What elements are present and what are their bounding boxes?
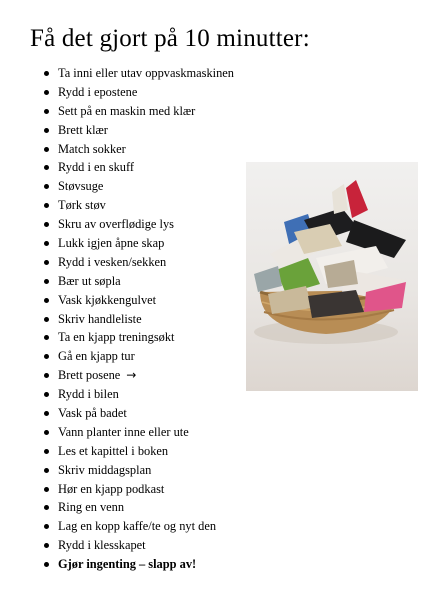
list-item-text: Hør en kjapp podkast — [58, 481, 165, 496]
bullet-icon — [44, 165, 49, 170]
list-item — [41, 404, 234, 423]
task-list — [41, 64, 234, 574]
list-item-text: Gjør ingenting – slapp av! — [58, 557, 197, 572]
bullet-icon — [44, 90, 49, 95]
list-item — [41, 328, 234, 347]
list-item — [41, 140, 234, 159]
list-item — [41, 461, 234, 480]
list-item-text: Vann planter inne eller ute — [58, 424, 189, 439]
list-item — [41, 83, 234, 102]
list-item-text: Rydd i vesken/sekken — [58, 254, 167, 269]
list-item — [41, 517, 234, 536]
list-item-text: Ta inni eller utav oppvaskmaskinen — [58, 66, 234, 80]
bullet-icon — [44, 354, 49, 359]
bullet-icon — [44, 524, 49, 529]
list-item — [41, 498, 234, 517]
basket-illustration — [246, 162, 418, 391]
list-item-text: Lag en kopp kaffe/te og nyt den — [58, 519, 217, 534]
bullet-icon — [44, 260, 49, 265]
list-item-text: Lukk igjen åpne skap — [58, 236, 165, 251]
list-item-text: Brett klær — [58, 122, 108, 137]
bullet-icon — [44, 184, 49, 189]
list-item-text: Tørk støv — [58, 198, 106, 213]
list-item — [41, 442, 234, 461]
list-item-text: Bær ut søpla — [58, 273, 121, 288]
list-item-text: Rydd i epostene — [58, 84, 138, 99]
bullet-icon — [44, 562, 49, 567]
list-item — [41, 423, 234, 442]
list-item — [41, 310, 234, 329]
bullet-icon — [44, 109, 49, 114]
bullet-icon — [44, 411, 49, 416]
list-item — [41, 64, 234, 83]
list-item-text: Skriv handleliste — [58, 311, 142, 326]
bullet-icon — [44, 222, 49, 227]
list-item-text: Ta en kjapp treningsøkt — [58, 330, 175, 345]
list-item — [41, 536, 234, 555]
list-item — [41, 234, 234, 253]
list-item-text: Rydd i klesskapet — [58, 538, 146, 553]
bullet-icon — [44, 279, 49, 284]
list-item — [41, 215, 234, 234]
list-item — [41, 177, 234, 196]
list-item-text: Vask kjøkkengulvet — [58, 292, 157, 307]
list-item — [41, 253, 234, 272]
list-item — [41, 272, 234, 291]
list-item-text: Vask på badet — [58, 406, 127, 421]
list-item — [41, 158, 234, 177]
list-item-text: Støvsuge — [58, 179, 104, 194]
bullet-icon — [44, 317, 49, 322]
bullet-icon — [44, 505, 49, 510]
bullet-icon — [44, 373, 49, 378]
bullet-icon — [44, 241, 49, 246]
bullet-icon — [44, 203, 49, 208]
basket-photo — [246, 162, 418, 391]
list-item-text: Gå en kjapp tur — [58, 349, 135, 364]
page-title: Få det gjort på 10 minutter: — [30, 25, 310, 52]
bullet-icon — [44, 147, 49, 152]
list-item — [41, 196, 234, 215]
list-item-text: Rydd i bilen — [58, 387, 119, 402]
list-item — [41, 347, 234, 366]
list-item — [41, 555, 234, 574]
list-item — [41, 366, 234, 385]
bullet-icon — [44, 430, 49, 435]
bullet-icon — [44, 335, 49, 340]
bullet-icon — [44, 128, 49, 133]
list-item — [41, 102, 234, 121]
bullet-icon — [44, 468, 49, 473]
list-item-text: Brett posene — [58, 368, 121, 383]
bullet-icon — [44, 71, 49, 76]
list-item — [41, 385, 234, 404]
list-item-text: Skru av overflødige lys — [58, 217, 174, 232]
arrow-right-icon: → — [126, 368, 137, 383]
bullet-icon — [44, 392, 49, 397]
list-item-text: Sett på en maskin med klær — [58, 103, 196, 118]
list-item-text: Match sokker — [58, 141, 126, 156]
bullet-icon — [44, 487, 49, 492]
list-item — [41, 121, 234, 140]
list-item-text: Skriv middagsplan — [58, 462, 152, 477]
list-item — [41, 480, 234, 499]
bullet-icon — [44, 543, 49, 548]
list-item — [41, 291, 234, 310]
bullet-icon — [44, 449, 49, 454]
list-item-text: Les et kapittel i boken — [58, 443, 169, 458]
list-item-text: Rydd i en skuff — [58, 160, 135, 175]
list-item-text: Ring en venn — [58, 500, 125, 515]
bullet-icon — [44, 298, 49, 303]
